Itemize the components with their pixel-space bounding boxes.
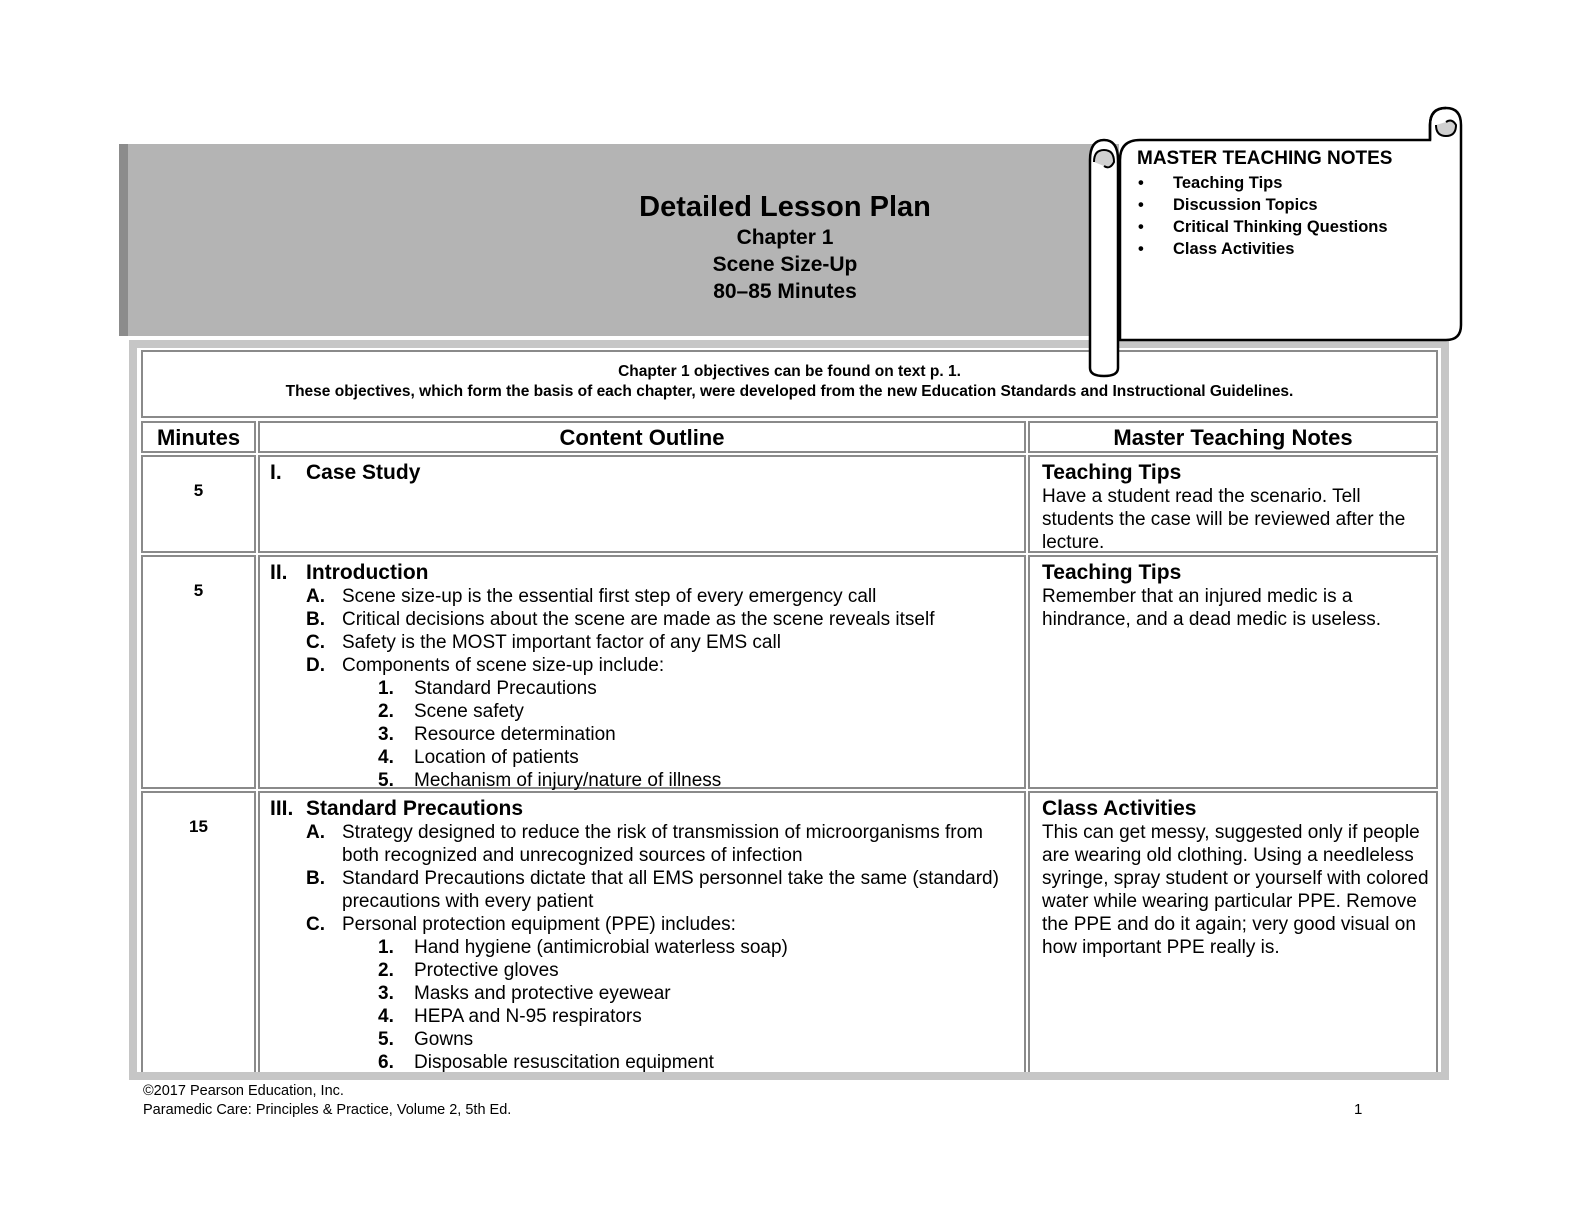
notes-heading: Class Activities: [1042, 797, 1197, 820]
section-heading: I. Case Study: [270, 461, 421, 484]
outline-item: C. Personal protection equipment (PPE) includes:: [306, 914, 736, 935]
outline-subitem: 4. HEPA and N-95 respirators: [378, 1006, 642, 1027]
table-row-2-notes: [1028, 555, 1438, 789]
footer-copyright: ©2017 Pearson Education, Inc.: [143, 1083, 344, 1099]
outline-subitem: 2. Protective gloves: [378, 960, 559, 981]
outline-subitem: 5. Mechanism of injury/nature of illness: [378, 770, 722, 791]
scroll-list-item: • Discussion Topics: [1137, 194, 1467, 216]
column-header-minutes-label: Minutes: [156, 425, 241, 450]
header-edge: [119, 144, 128, 336]
page-number: 1: [1354, 1101, 1363, 1118]
table-row-2-outline: [258, 555, 1026, 789]
outline-item: B. Standard Precautions dictate that all EMS personnel take the same (standard) precautions with every patient: [306, 868, 999, 912]
table-row-1-notes: [1028, 455, 1438, 553]
outline-subitem: 5. Gowns: [378, 1029, 474, 1050]
column-header-minutes: [141, 421, 256, 453]
scroll-title: MASTER TEACHING NOTES: [1137, 148, 1393, 169]
row-minutes: 15: [189, 817, 208, 836]
objectives-line-2: These objectives, which form the basis of each chapter, were developed from the new Education Standards and Instructional Guidelines.: [285, 383, 1294, 400]
table-row-3-minutes: [141, 791, 256, 1072]
column-header-outline-label: Content Outline: [559, 425, 725, 450]
outline-subitem: 2. Scene safety: [378, 701, 524, 722]
master-teaching-notes-scroll: [1080, 100, 1472, 390]
lesson-table-frame: [129, 340, 1449, 1080]
outline-subitem: 3. Masks and protective eyewear: [378, 983, 671, 1004]
outline-subitem: 4. Location of patients: [378, 747, 579, 768]
chapter-label: Chapter 1: [736, 226, 834, 249]
table-row-1-minutes: [141, 455, 256, 553]
notes-text: This can get messy, suggested only if people are wearing old clothing. Using a needleless syringe, spray student or yourself with colored water while wearing particular PPE. Remove the PPE and do it again; very good visual on how important PPE really is.: [1042, 822, 1429, 958]
outline-subitem: 1. Standard Precautions: [378, 678, 597, 699]
table-row-1-outline: [258, 455, 1026, 553]
row-minutes: 5: [193, 481, 204, 500]
outline-item: B. Critical decisions about the scene are made as the scene reveals itself: [306, 609, 935, 630]
column-header-notes-label: Master Teaching Notes: [1113, 425, 1353, 450]
column-header-outline: [258, 421, 1026, 453]
table-row-3-outline: [258, 791, 1026, 1072]
column-header-notes: [1028, 421, 1438, 453]
section-heading: II. Introduction: [270, 561, 429, 584]
scroll-list: [1137, 172, 1467, 260]
notes-heading: Teaching Tips: [1042, 461, 1182, 484]
outline-item: D. Components of scene size-up include:: [306, 655, 665, 676]
table-row-3-notes: [1028, 791, 1438, 1072]
lesson-table: [137, 348, 1441, 1072]
outline-subitem: 1. Hand hygiene (antimicrobial waterless soap): [378, 937, 788, 958]
lesson-duration: 80–85 Minutes: [713, 280, 857, 303]
section-heading: III. Standard Precautions: [270, 797, 524, 820]
notes-heading: Teaching Tips: [1042, 561, 1182, 584]
outline-item: A. Strategy designed to reduce the risk of transmission of microorganisms from both recognized and unrecognized sources of infection: [306, 822, 983, 866]
table-row-2-minutes: [141, 555, 256, 789]
header-text: [505, 190, 1065, 305]
chapter-topic: Scene Size-Up: [712, 253, 858, 276]
outline-subitem: 3. Resource determination: [378, 724, 616, 745]
notes-text: Remember that an injured medic is a hindrance, and a dead medic is useless.: [1042, 586, 1382, 630]
row-minutes: 5: [193, 581, 204, 600]
notes-text: Have a student read the scenario. Tell students the case will be reviewed after the lecture.: [1042, 486, 1406, 553]
page-title: Detailed Lesson Plan: [639, 191, 931, 223]
outline-item: A. Scene size-up is the essential first step of every emergency call: [306, 586, 877, 607]
outline-subitem: 6. Disposable resuscitation equipment: [378, 1052, 714, 1073]
footer-book-title: Paramedic Care: Principles & Practice, Volume 2, 5th Ed.: [143, 1102, 512, 1118]
outline-item: C. Safety is the MOST important factor of any EMS call: [306, 632, 781, 653]
objectives-line-1: Chapter 1 objectives can be found on text p. 1.: [618, 363, 961, 380]
scroll-list-item: • Class Activities: [1137, 238, 1467, 260]
scroll-list-item: • Critical Thinking Questions: [1137, 216, 1467, 238]
scroll-list-item: • Teaching Tips: [1137, 172, 1467, 194]
